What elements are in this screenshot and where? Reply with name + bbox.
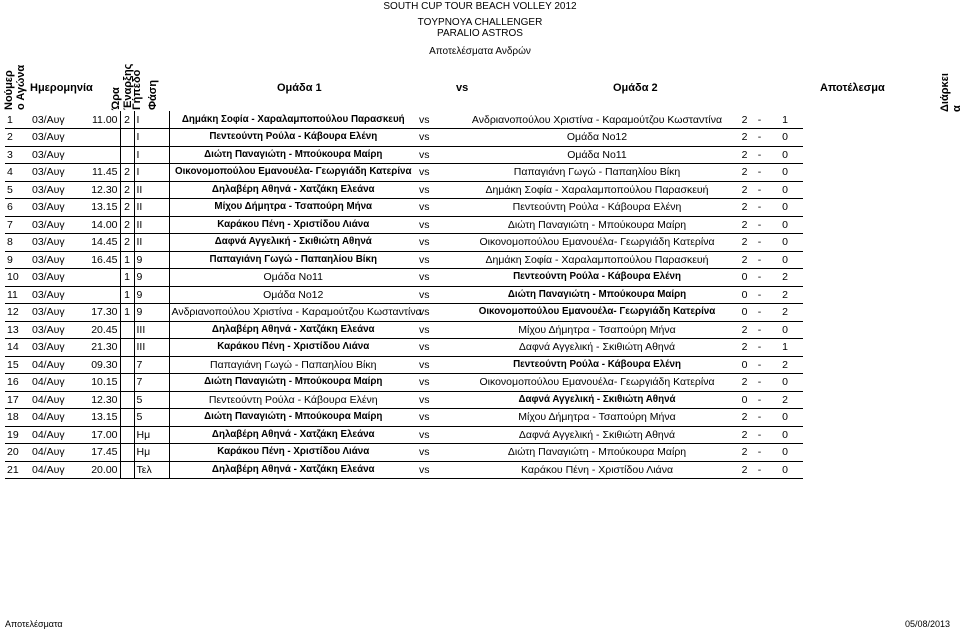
- score1: 2: [737, 461, 752, 479]
- header-start-time: Ώρα Έναρξης: [110, 63, 134, 110]
- match-number: 19: [5, 426, 30, 444]
- phase: I: [134, 164, 169, 182]
- match-date: 03/Αυγ: [30, 251, 88, 269]
- score1: 0: [737, 269, 752, 287]
- start-time: 17.30: [88, 304, 120, 322]
- team1: Διώτη Παναγιώτη - Μπούκουρα Μαίρη: [169, 374, 417, 392]
- court-number: 1: [120, 269, 134, 287]
- start-time: 20.00: [88, 461, 120, 479]
- location-title: PARALIO ASTROS: [437, 28, 523, 39]
- score2: 2: [767, 356, 803, 374]
- table-row: [5, 444, 803, 462]
- table-row: [5, 286, 803, 304]
- match-number: 17: [5, 391, 30, 409]
- score1: 0: [737, 356, 752, 374]
- vs-label: vs: [417, 199, 457, 217]
- start-time: 11.00: [88, 111, 120, 129]
- team1: Πεντεούντη Ρούλα - Κάβουρα Ελένη: [169, 129, 417, 147]
- vs-label: vs: [417, 234, 457, 252]
- start-time: 14.45: [88, 234, 120, 252]
- team1: Παπαγιάνη Γωγώ - Παπαηλίου Βίκη: [169, 251, 417, 269]
- match-number: 12: [5, 304, 30, 322]
- phase: II: [134, 234, 169, 252]
- score2: 0: [767, 199, 803, 217]
- vs-label: vs: [417, 374, 457, 392]
- match-number: 6: [5, 199, 30, 217]
- score1: 2: [737, 146, 752, 164]
- vs-label: vs: [417, 164, 457, 182]
- score-dash: -: [752, 444, 767, 462]
- team1: Δηλαβέρη Αθηνά - Χατζάκη Ελεάνα: [169, 461, 417, 479]
- table-row: [5, 146, 803, 164]
- team2: Πεντεούντη Ρούλα - Κάβουρα Ελένη: [457, 269, 737, 287]
- match-date: 03/Αυγ: [30, 199, 88, 217]
- score-dash: -: [752, 111, 767, 129]
- start-time: 21.30: [88, 339, 120, 357]
- start-time: 17.00: [88, 426, 120, 444]
- team2: Μίχου Δήμητρα - Τσαπούρη Μήνα: [457, 321, 737, 339]
- score1: 2: [737, 321, 752, 339]
- header-duration: Διάρκει α: [939, 73, 963, 112]
- team2: Ομάδα Νο11: [457, 146, 737, 164]
- team2: Διώτη Παναγιώτη - Μπούκουρα Μαίρη: [457, 216, 737, 234]
- match-date: 03/Αυγ: [30, 129, 88, 147]
- team1: Μίχου Δήμητρα - Τσαπούρη Μήνα: [169, 199, 417, 217]
- court-number: 2: [120, 164, 134, 182]
- header-result: Αποτέλεσμα: [820, 82, 885, 94]
- score-dash: -: [752, 356, 767, 374]
- phase: III: [134, 339, 169, 357]
- team1: Πεντεούντη Ρούλα - Κάβουρα Ελένη: [169, 391, 417, 409]
- phase: Τελ: [134, 461, 169, 479]
- team2: Διώτη Παναγιώτη - Μπούκουρα Μαίρη: [457, 286, 737, 304]
- court-number: [120, 374, 134, 392]
- score2: 2: [767, 269, 803, 287]
- team2: Καράκου Πένη - Χριστίδου Λιάνα: [457, 461, 737, 479]
- score-dash: -: [752, 269, 767, 287]
- team1: Δημάκη Σοφία - Χαραλαμποπούλου Παρασκευή: [169, 111, 417, 129]
- score1: 0: [737, 391, 752, 409]
- team2: Δαφνά Αγγελική - Σκιθιώτη Αθηνά: [457, 391, 737, 409]
- score-dash: -: [752, 234, 767, 252]
- start-time: 17.45: [88, 444, 120, 462]
- team1: Δηλαβέρη Αθηνά - Χατζάκη Ελεάνα: [169, 181, 417, 199]
- table-row: [5, 111, 803, 129]
- table-row: [5, 391, 803, 409]
- score1: 2: [737, 129, 752, 147]
- results-subtitle: Αποτελέσματα Ανδρών: [429, 46, 531, 57]
- tournament-title: SOUTH CUP TOUR BEACH VOLLEY 2012: [383, 1, 577, 12]
- match-date: 04/Αυγ: [30, 444, 88, 462]
- start-time: 12.30: [88, 181, 120, 199]
- team2: Πεντεούντη Ρούλα - Κάβουρα Ελένη: [457, 356, 737, 374]
- team2: Πεντεούντη Ρούλα - Κάβουρα Ελένη: [457, 199, 737, 217]
- score1: 2: [737, 234, 752, 252]
- court-number: 2: [120, 111, 134, 129]
- team1: Καράκου Πένη - Χριστίδου Λιάνα: [169, 339, 417, 357]
- phase: 7: [134, 356, 169, 374]
- score-dash: -: [752, 304, 767, 322]
- match-date: 03/Αυγ: [30, 269, 88, 287]
- match-date: 04/Αυγ: [30, 409, 88, 427]
- vs-label: vs: [417, 129, 457, 147]
- match-number: 21: [5, 461, 30, 479]
- phase: Ημ: [134, 444, 169, 462]
- score1: 2: [737, 409, 752, 427]
- score1: 2: [737, 216, 752, 234]
- match-number: 14: [5, 339, 30, 357]
- score2: 0: [767, 146, 803, 164]
- score2: 0: [767, 374, 803, 392]
- score1: 2: [737, 199, 752, 217]
- start-time: 14.00: [88, 216, 120, 234]
- match-date: 03/Αυγ: [30, 181, 88, 199]
- court-number: [120, 444, 134, 462]
- score2: 0: [767, 461, 803, 479]
- court-number: [120, 146, 134, 164]
- phase: II: [134, 216, 169, 234]
- score-dash: -: [752, 461, 767, 479]
- vs-label: vs: [417, 111, 457, 129]
- court-number: [120, 426, 134, 444]
- table-row: [5, 356, 803, 374]
- score-dash: -: [752, 409, 767, 427]
- vs-label: vs: [417, 146, 457, 164]
- team2: Δαφνά Αγγελική - Σκιθιώτη Αθηνά: [457, 426, 737, 444]
- score1: 2: [737, 251, 752, 269]
- team2: Οικονομοπούλου Εμανουέλα- Γεωργιάδη Κατερίνα: [457, 304, 737, 322]
- table-row: [5, 461, 803, 479]
- match-date: 03/Αυγ: [30, 164, 88, 182]
- vs-label: vs: [417, 409, 457, 427]
- team2: Δημάκη Σοφία - Χαραλαμποπούλου Παρασκευή: [457, 181, 737, 199]
- start-time: 11.45: [88, 164, 120, 182]
- match-date: 03/Αυγ: [30, 286, 88, 304]
- match-number: 13: [5, 321, 30, 339]
- start-time: [88, 146, 120, 164]
- match-date: 03/Αυγ: [30, 146, 88, 164]
- team1: Δηλαβέρη Αθηνά - Χατζάκη Ελεάνα: [169, 426, 417, 444]
- court-number: 1: [120, 251, 134, 269]
- table-row: [5, 129, 803, 147]
- team1: Δηλαβέρη Αθηνά - Χατζάκη Ελεάνα: [169, 321, 417, 339]
- phase: 7: [134, 374, 169, 392]
- score2: 0: [767, 129, 803, 147]
- vs-label: vs: [417, 321, 457, 339]
- phase: 9: [134, 304, 169, 322]
- score2: 0: [767, 164, 803, 182]
- vs-label: vs: [417, 251, 457, 269]
- court-number: 2: [120, 216, 134, 234]
- phase: I: [134, 146, 169, 164]
- vs-label: vs: [417, 286, 457, 304]
- header-vs: vs: [456, 82, 469, 94]
- score2: 2: [767, 286, 803, 304]
- score2: 2: [767, 304, 803, 322]
- header-team1: Ομάδα 1: [277, 82, 322, 94]
- team2: Οικονομοπούλου Εμανουέλα- Γεωργιάδη Κατερίνα: [457, 234, 737, 252]
- match-number: 3: [5, 146, 30, 164]
- match-date: 03/Αυγ: [30, 234, 88, 252]
- table-row: [5, 164, 803, 182]
- vs-label: vs: [417, 356, 457, 374]
- match-number: 1: [5, 111, 30, 129]
- vs-label: vs: [417, 444, 457, 462]
- court-number: [120, 461, 134, 479]
- team1: Καράκου Πένη - Χριστίδου Λιάνα: [169, 444, 417, 462]
- score-dash: -: [752, 164, 767, 182]
- match-number: 5: [5, 181, 30, 199]
- table-row: [5, 269, 803, 287]
- score1: 2: [737, 111, 752, 129]
- team2: Ανδριανοπούλου Χριστίνα - Καραμούτζου Κωσταντίνα: [457, 111, 737, 129]
- score2: 2: [767, 391, 803, 409]
- phase: I: [134, 111, 169, 129]
- vs-label: vs: [417, 461, 457, 479]
- match-date: 03/Αυγ: [30, 304, 88, 322]
- score2: 0: [767, 426, 803, 444]
- team2: Οικονομοπούλου Εμανουέλα- Γεωργιάδη Κατερίνα: [457, 374, 737, 392]
- vs-label: vs: [417, 269, 457, 287]
- match-date: 03/Αυγ: [30, 339, 88, 357]
- match-number: 4: [5, 164, 30, 182]
- start-time: 10.15: [88, 374, 120, 392]
- score-dash: -: [752, 216, 767, 234]
- score-dash: -: [752, 181, 767, 199]
- team1: Ομάδα Νο11: [169, 269, 417, 287]
- match-number: 18: [5, 409, 30, 427]
- phase: Ημ: [134, 426, 169, 444]
- header-date: Ημερομηνία: [30, 82, 93, 94]
- phase: 9: [134, 286, 169, 304]
- team1: Οικονομοπούλου Εμανουέλα- Γεωργιάδη Κατερίνα: [169, 164, 417, 182]
- phase: 5: [134, 409, 169, 427]
- match-date: 04/Αυγ: [30, 391, 88, 409]
- table-row: [5, 251, 803, 269]
- score2: 0: [767, 216, 803, 234]
- team1: Καράκου Πένη - Χριστίδου Λιάνα: [169, 216, 417, 234]
- event-title: TOYPNOYA CHALLENGER: [417, 17, 543, 28]
- table-row: [5, 216, 803, 234]
- phase: II: [134, 181, 169, 199]
- score-dash: -: [752, 129, 767, 147]
- score2: 1: [767, 339, 803, 357]
- score1: 2: [737, 426, 752, 444]
- match-number: 7: [5, 216, 30, 234]
- court-number: 2: [120, 181, 134, 199]
- footer-date: 05/08/2013: [905, 619, 951, 629]
- match-date: 04/Αυγ: [30, 374, 88, 392]
- start-time: 13.15: [88, 409, 120, 427]
- header-phase: Φάση: [147, 79, 159, 110]
- team1: Διώτη Παναγιώτη - Μπούκουρα Μαίρη: [169, 146, 417, 164]
- court-number: 1: [120, 304, 134, 322]
- match-number: 2: [5, 129, 30, 147]
- court-number: [120, 356, 134, 374]
- start-time: 13.15: [88, 199, 120, 217]
- start-time: 09.30: [88, 356, 120, 374]
- match-number: 15: [5, 356, 30, 374]
- score-dash: -: [752, 251, 767, 269]
- table-row: [5, 321, 803, 339]
- score-dash: -: [752, 286, 767, 304]
- score1: 2: [737, 374, 752, 392]
- table-row: [5, 181, 803, 199]
- table-row: [5, 339, 803, 357]
- match-date: 03/Αυγ: [30, 321, 88, 339]
- match-date: 04/Αυγ: [30, 426, 88, 444]
- table-row: [5, 426, 803, 444]
- phase: 9: [134, 251, 169, 269]
- match-number: 20: [5, 444, 30, 462]
- score2: 0: [767, 444, 803, 462]
- team2: Διώτη Παναγιώτη - Μπούκουρα Μαίρη: [457, 444, 737, 462]
- score2: 0: [767, 321, 803, 339]
- match-date: 03/Αυγ: [30, 216, 88, 234]
- match-date: 04/Αυγ: [30, 461, 88, 479]
- start-time: [88, 129, 120, 147]
- match-number: 10: [5, 269, 30, 287]
- score2: 0: [767, 234, 803, 252]
- vs-label: vs: [417, 181, 457, 199]
- court-number: 2: [120, 234, 134, 252]
- score2: 0: [767, 181, 803, 199]
- score1: 2: [737, 339, 752, 357]
- score-dash: -: [752, 426, 767, 444]
- score-dash: -: [752, 339, 767, 357]
- match-date: 04/Αυγ: [30, 356, 88, 374]
- match-date: 03/Αυγ: [30, 111, 88, 129]
- court-number: [120, 129, 134, 147]
- court-number: 1: [120, 286, 134, 304]
- team1: Παπαγιάνη Γωγώ - Παπαηλίου Βίκη: [169, 356, 417, 374]
- court-number: [120, 409, 134, 427]
- start-time: [88, 269, 120, 287]
- vs-label: vs: [417, 391, 457, 409]
- header-match-number: Νούμερ ο Αγώνα: [3, 64, 27, 110]
- table-row: [5, 374, 803, 392]
- match-number: 16: [5, 374, 30, 392]
- phase: II: [134, 199, 169, 217]
- vs-label: vs: [417, 426, 457, 444]
- court-number: [120, 339, 134, 357]
- team1: Διώτη Παναγιώτη - Μπούκουρα Μαίρη: [169, 409, 417, 427]
- score-dash: -: [752, 374, 767, 392]
- score1: 0: [737, 304, 752, 322]
- court-number: [120, 321, 134, 339]
- score-dash: -: [752, 199, 767, 217]
- phase: III: [134, 321, 169, 339]
- team2: Ομάδα Νο12: [457, 129, 737, 147]
- score-dash: -: [752, 391, 767, 409]
- team2: Δημάκη Σοφία - Χαραλαμποπούλου Παρασκευή: [457, 251, 737, 269]
- team2: Δαφνά Αγγελική - Σκιθιώτη Αθηνά: [457, 339, 737, 357]
- match-number: 9: [5, 251, 30, 269]
- header-team2: Ομάδα 2: [613, 82, 658, 94]
- phase: I: [134, 129, 169, 147]
- score1: 2: [737, 444, 752, 462]
- score2: 0: [767, 251, 803, 269]
- footer-label: Αποτελέσματα: [5, 619, 63, 629]
- match-number: 8: [5, 234, 30, 252]
- start-time: 20.45: [88, 321, 120, 339]
- court-number: [120, 391, 134, 409]
- vs-label: vs: [417, 216, 457, 234]
- score-dash: -: [752, 146, 767, 164]
- team2: Παπαγιάνη Γωγώ - Παπαηλίου Βίκη: [457, 164, 737, 182]
- table-row: [5, 304, 803, 322]
- score2: 0: [767, 409, 803, 427]
- start-time: 12.30: [88, 391, 120, 409]
- table-row: [5, 234, 803, 252]
- start-time: 16.45: [88, 251, 120, 269]
- score1: 2: [737, 181, 752, 199]
- phase: 9: [134, 269, 169, 287]
- vs-label: vs: [417, 339, 457, 357]
- score1: 0: [737, 286, 752, 304]
- score1: 2: [737, 164, 752, 182]
- start-time: [88, 286, 120, 304]
- team2: Μίχου Δήμητρα - Τσαπούρη Μήνα: [457, 409, 737, 427]
- table-row: [5, 409, 803, 427]
- score2: 1: [767, 111, 803, 129]
- team1: Ανδριανοπούλου Χριστίνα - Καραμούτζου Κωσταντίνα: [169, 304, 417, 322]
- score-dash: -: [752, 321, 767, 339]
- match-number: 11: [5, 286, 30, 304]
- vs-label: vs: [417, 304, 457, 322]
- table-row: [5, 199, 803, 217]
- court-number: 2: [120, 199, 134, 217]
- team1: Δαφνά Αγγελική - Σκιθιώτη Αθηνά: [169, 234, 417, 252]
- phase: 5: [134, 391, 169, 409]
- results-table: [5, 111, 803, 479]
- header-court: Γήπεδο: [131, 69, 143, 110]
- team1: Ομάδα Νο12: [169, 286, 417, 304]
